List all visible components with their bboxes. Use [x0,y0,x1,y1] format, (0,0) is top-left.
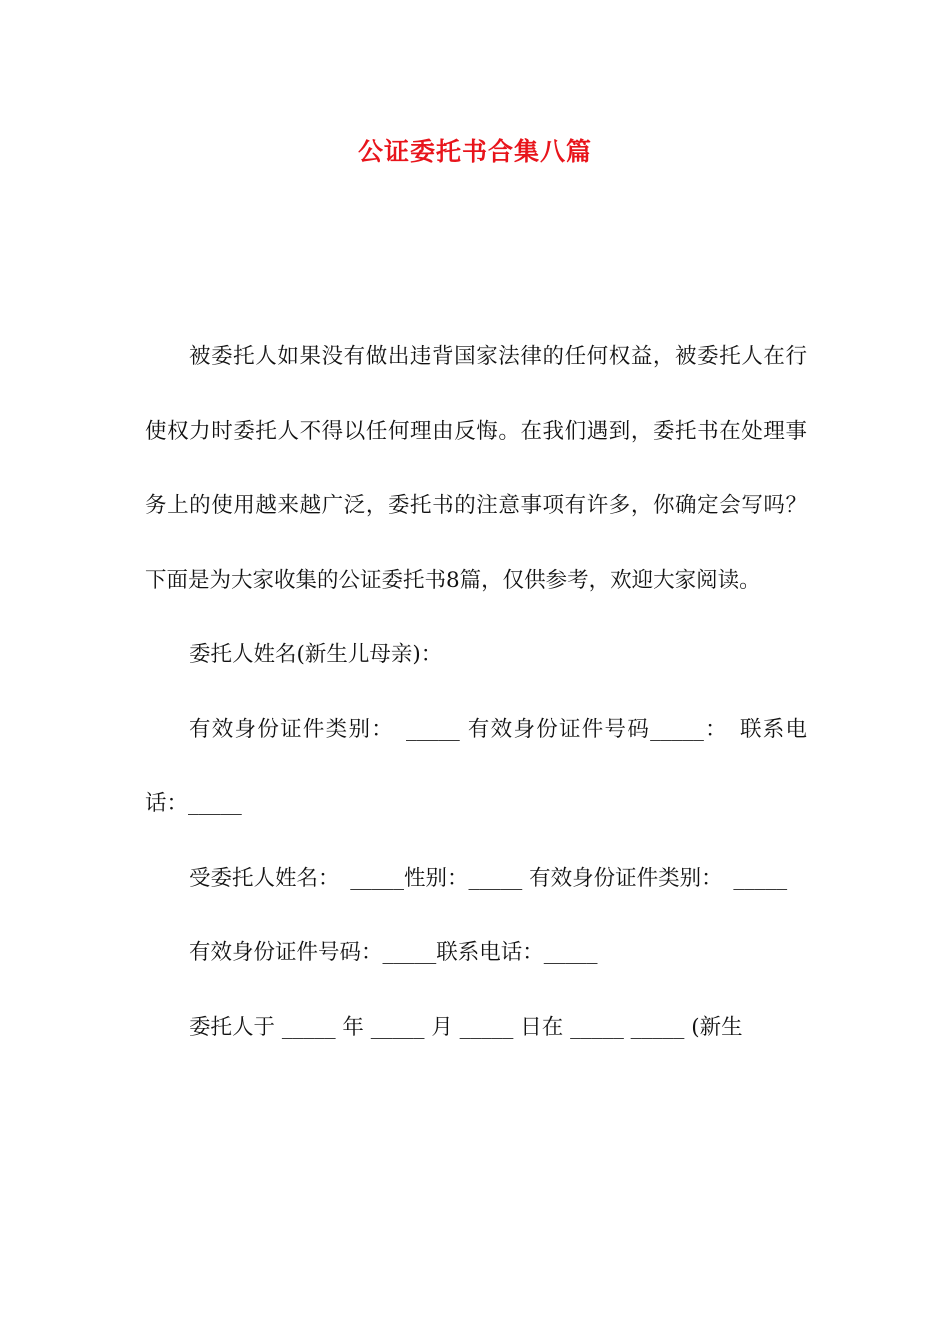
intro-paragraph: 被委托人如果没有做出违背国家法律的任何权益，被委托人在行使权力时委托人不得以任何理由反悔。在我们遇到，委托书在处理事务上的使用越来越广泛，委托书的注意事项有许多，你确定会写吗？下面是为大家收集的公证委托书8篇，仅供参考，欢迎大家阅读。 [145,344,807,593]
delegator-name-line: 委托人姓名(新生儿母亲)： [189,642,443,667]
document-body [145,320,807,1065]
delegatee-info-line: 受委托人姓名： _____性别：_____ 有效身份证件类别： _____ [189,865,788,891]
delegation-date-line: 委托人于 _____ 年 _____ 月 _____ 日在 _____ _____ (新生 [189,1014,743,1040]
document-title: 公证委托书合集八篇 [357,137,592,166]
delegator-id-line: 有效身份证件类别： _____ 有效身份证件号码_____： 联系电话：_____ [145,716,807,816]
delegatee-id-line: 有效身份证件号码：_____联系电话：_____ [189,940,598,965]
